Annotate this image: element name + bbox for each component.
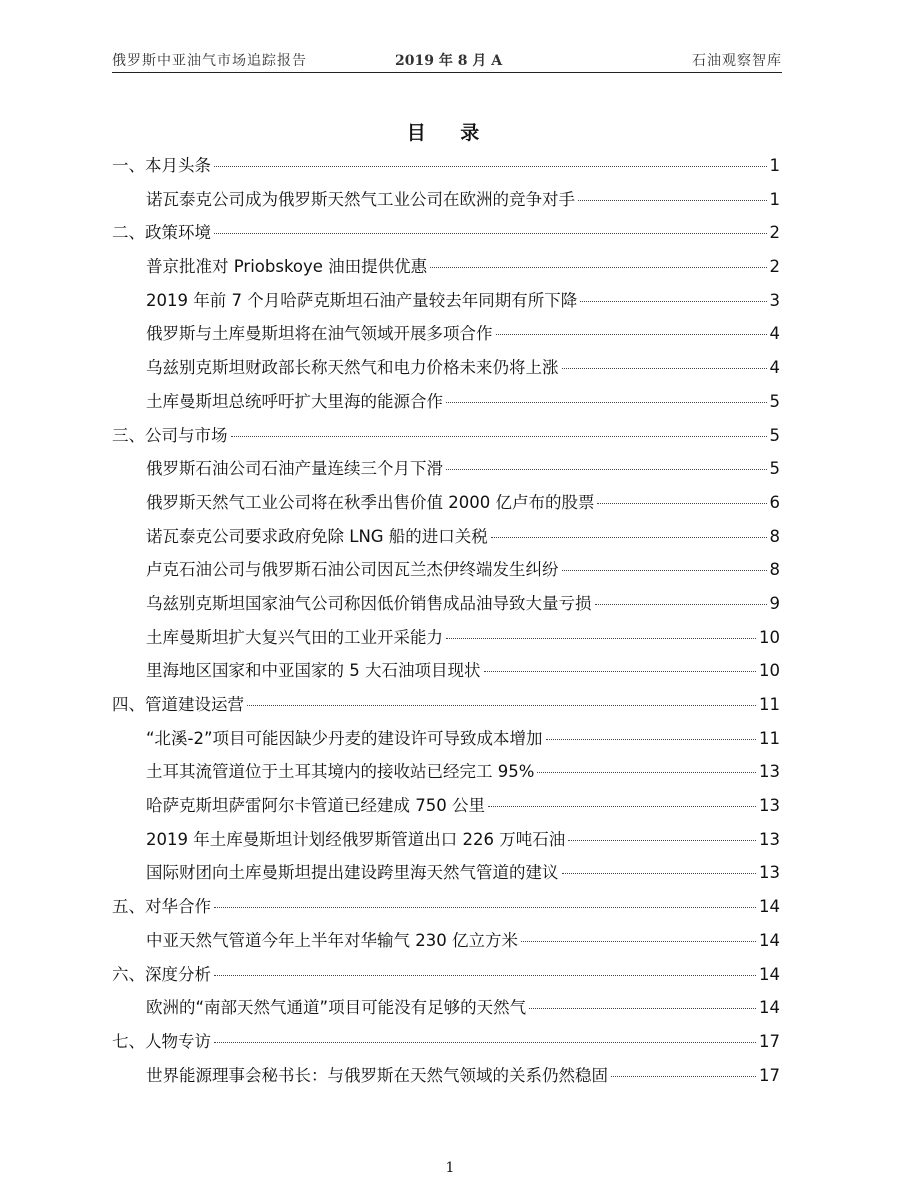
toc-entry-page-number: 2 xyxy=(769,223,780,243)
dot-leader xyxy=(537,772,756,773)
dot-leader xyxy=(231,436,767,437)
toc-article-entry[interactable] xyxy=(112,523,780,557)
toc-section-entry[interactable] xyxy=(112,893,780,927)
dot-leader xyxy=(562,873,757,874)
toc-entry-title: 中亚天然气管道今年上半年对华输气 230 亿立方米 xyxy=(146,930,518,950)
toc-entry-title: 2019 年土库曼斯坦计划经俄罗斯管道出口 226 万吨石油 xyxy=(146,829,566,849)
toc-article-entry[interactable] xyxy=(112,826,780,860)
toc-entry-title: 国际财团向土库曼斯坦提出建设跨里海天然气管道的建议 xyxy=(146,863,559,883)
toc-entry-title: 诺瓦泰克公司要求政府免除 LNG 船的进口关税 xyxy=(146,526,488,546)
toc-article-entry[interactable] xyxy=(112,725,780,759)
dot-leader xyxy=(488,806,756,807)
dot-leader xyxy=(491,537,767,538)
toc-article-entry[interactable] xyxy=(112,758,780,792)
toc-entry-page-number: 8 xyxy=(769,560,780,580)
toc-article-entry[interactable] xyxy=(112,455,780,489)
dot-leader xyxy=(214,975,756,976)
toc-entry-title: 欧洲的“南部天然气通道”项目可能没有足够的天然气 xyxy=(146,998,527,1018)
toc-entry-title: 俄罗斯与土库曼斯坦将在油气领域开展多项合作 xyxy=(146,324,493,344)
toc-article-entry[interactable] xyxy=(112,556,780,590)
toc-entry-page-number: 11 xyxy=(759,695,780,714)
toc-entry-page-number: 17 xyxy=(759,1031,780,1051)
toc-entry-title: 诺瓦泰克公司成为俄罗斯天然气工业公司在欧洲的竞争对手 xyxy=(146,189,575,209)
header-issue-date: 2019 年 8 月 A xyxy=(395,53,503,69)
dot-leader xyxy=(562,570,767,571)
dot-leader xyxy=(580,301,766,302)
dot-leader xyxy=(446,402,767,403)
toc-section-entry[interactable] xyxy=(112,219,780,253)
dot-leader xyxy=(597,503,766,504)
toc-article-entry[interactable] xyxy=(112,1062,780,1096)
dot-leader xyxy=(214,166,767,167)
toc-entry-title: 哈萨克斯坦萨雷阿尔卡管道已经建成 750 公里 xyxy=(146,796,485,816)
toc-article-entry[interactable] xyxy=(112,792,780,826)
dot-leader xyxy=(446,469,767,470)
toc-entry-title: 普京批准对 Priobskoye 油田提供优惠 xyxy=(146,257,428,277)
toc-entry-title: “北溪-2”项目可能因缺少丹麦的建设许可导致成本增加 xyxy=(146,728,543,748)
toc-article-entry[interactable] xyxy=(112,657,780,691)
toc-entry-title: 七、人物专访 xyxy=(112,1031,211,1051)
toc-entry-page-number: 13 xyxy=(759,829,780,849)
toc-entry-title: 土库曼斯坦总统呼吁扩大里海的能源合作 xyxy=(146,391,443,411)
toc-article-entry[interactable] xyxy=(112,859,780,893)
dot-leader xyxy=(214,233,767,234)
dot-leader xyxy=(484,671,757,672)
toc-section-entry[interactable] xyxy=(112,152,780,186)
toc-entry-page-number: 13 xyxy=(759,863,780,883)
toc-entry-title: 四、管道建设运营 xyxy=(112,695,244,714)
toc-section-entry[interactable] xyxy=(112,1028,780,1062)
dot-leader xyxy=(546,739,756,740)
toc-article-entry[interactable] xyxy=(112,388,780,422)
toc-article-entry[interactable] xyxy=(112,590,780,624)
toc-section-entry[interactable] xyxy=(112,961,780,995)
toc-entry-page-number: 10 xyxy=(759,661,780,681)
toc-section-entry[interactable] xyxy=(112,422,780,456)
dot-leader xyxy=(430,267,766,268)
toc-entry-title: 三、公司与市场 xyxy=(112,425,228,445)
toc-section-entry[interactable] xyxy=(112,691,780,725)
running-header xyxy=(112,44,782,72)
toc-entry-page-number: 5 xyxy=(769,425,780,445)
toc-entry-page-number: 14 xyxy=(759,964,780,984)
toc-entry-page-number: 1 xyxy=(769,189,780,209)
toc-article-entry[interactable] xyxy=(112,927,780,961)
toc-entry-page-number: 13 xyxy=(759,762,780,782)
toc-entry-page-number: 14 xyxy=(759,930,780,950)
dot-leader xyxy=(595,604,767,605)
dot-leader xyxy=(568,840,756,841)
toc-entry-page-number: 13 xyxy=(759,796,780,816)
toc-entry-title: 卢克石油公司与俄罗斯石油公司因瓦兰杰伊终端发生纠纷 xyxy=(146,560,559,580)
toc-entry-title: 六、深度分析 xyxy=(112,964,211,984)
dot-leader xyxy=(562,368,767,369)
toc-entry-page-number: 4 xyxy=(769,324,780,344)
toc-entry-page-number: 4 xyxy=(769,358,780,378)
dot-leader xyxy=(247,705,756,706)
toc-entry-title: 世界能源理事会秘书长：与俄罗斯在天然气领域的关系仍然稳固 xyxy=(146,1065,608,1085)
dot-leader xyxy=(214,1042,756,1043)
toc-article-entry[interactable] xyxy=(112,287,780,321)
toc-article-entry[interactable] xyxy=(112,994,780,1028)
toc-article-entry[interactable] xyxy=(112,489,780,523)
toc-entry-title: 土耳其流管道位于土耳其境内的接收站已经完工 95% xyxy=(146,762,535,782)
toc-article-entry[interactable] xyxy=(112,624,780,658)
toc-entry-page-number: 11 xyxy=(759,728,780,748)
toc-entry-page-number: 8 xyxy=(769,526,780,546)
header-publisher: 石油观察智库 xyxy=(692,53,782,69)
toc-entry-page-number: 10 xyxy=(759,627,780,647)
dot-leader xyxy=(446,638,756,639)
toc-entry-page-number: 5 xyxy=(769,459,780,479)
toc-entry-page-number: 1 xyxy=(769,156,780,175)
dot-leader xyxy=(578,200,767,201)
toc-entry-title: 一、本月头条 xyxy=(112,156,211,175)
dot-leader xyxy=(529,1008,756,1009)
toc-title: 目 录 xyxy=(406,122,494,144)
table-of-contents xyxy=(112,152,780,1095)
header-divider xyxy=(112,72,782,73)
toc-entry-title: 乌兹别克斯坦国家油气公司称因低价销售成品油导致大量亏损 xyxy=(146,593,592,613)
toc-entry-title: 俄罗斯天然气工业公司将在秋季出售价值 2000 亿卢布的股票 xyxy=(146,492,595,512)
toc-article-entry[interactable] xyxy=(112,320,780,354)
toc-entry-title: 土库曼斯坦扩大复兴气田的工业开采能力 xyxy=(146,627,443,647)
toc-entry-title: 二、政策环境 xyxy=(112,223,211,243)
toc-entry-page-number: 3 xyxy=(769,290,780,310)
header-report-name: 俄罗斯中亚油气市场追踪报告 xyxy=(112,53,307,69)
toc-article-entry[interactable] xyxy=(112,253,780,287)
toc-article-entry[interactable] xyxy=(112,354,780,388)
toc-entry-page-number: 14 xyxy=(759,897,780,917)
toc-entry-title: 2019 年前 7 个月哈萨克斯坦石油产量较去年同期有所下降 xyxy=(146,290,578,310)
toc-entry-title: 五、对华合作 xyxy=(112,897,211,917)
toc-entry-page-number: 6 xyxy=(769,492,780,512)
toc-article-entry[interactable] xyxy=(112,186,780,220)
toc-entry-page-number: 17 xyxy=(759,1065,780,1085)
toc-entry-title: 里海地区国家和中亚国家的 5 大石油项目现状 xyxy=(146,661,481,681)
toc-entry-page-number: 9 xyxy=(769,593,780,613)
page-number: 1 xyxy=(445,1160,455,1176)
dot-leader xyxy=(521,941,756,942)
toc-entry-page-number: 14 xyxy=(759,998,780,1018)
toc-entry-title: 俄罗斯石油公司石油产量连续三个月下滑 xyxy=(146,459,443,479)
dot-leader xyxy=(611,1076,756,1077)
toc-entry-title: 乌兹别克斯坦财政部长称天然气和电力价格未来仍将上涨 xyxy=(146,358,559,378)
dot-leader xyxy=(496,334,767,335)
toc-entry-page-number: 2 xyxy=(769,257,780,277)
toc-entry-page-number: 5 xyxy=(769,391,780,411)
dot-leader xyxy=(214,907,756,908)
